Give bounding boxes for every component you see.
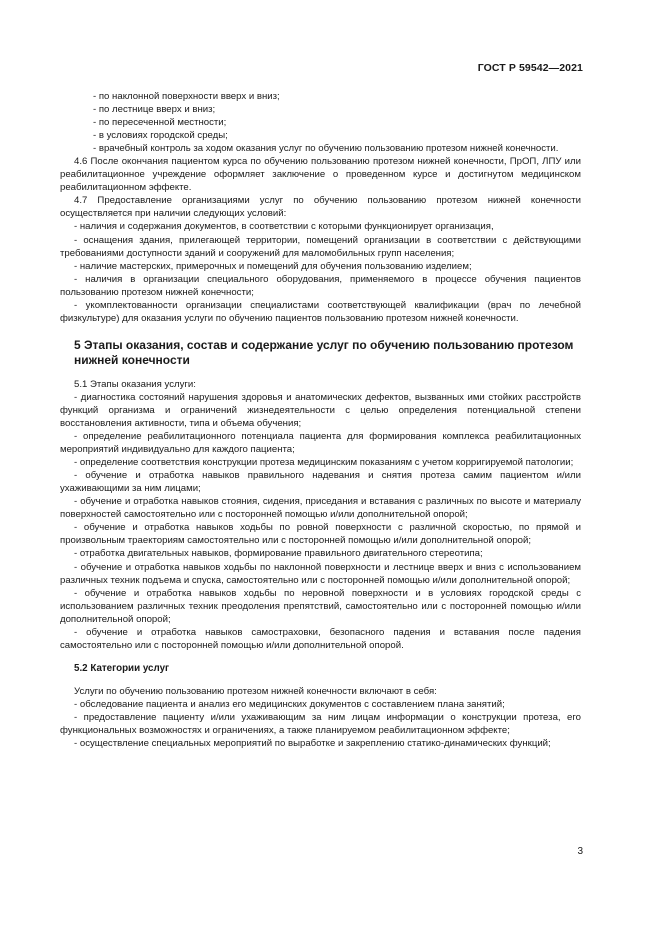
list-item: - осуществление специальных мероприятий по выработке и закреплению статико-динамических функций;: [74, 738, 551, 750]
list-item: - укомплектованности организации специалистами соответствующей квалификации (врач по лечебной физкультуре) для оказания услуги по обучению пациентов пользованию протезом нижней конечности.: [60, 299, 581, 324]
page-body: [60, 90, 581, 750]
list-item: - обучение и отработка навыков ходьбы по неровной поверхности и в условиях городской среды с использованием различных техник преодоления препятствий, самостоятельно или с посторонней помощью и/или дополнительной опорой;: [60, 587, 581, 625]
list-item: - обучение и отработка навыков ходьбы по наклонной поверхности и лестнице вверх и вниз с использованием различных техник подъема и спуска, самостоятельно или с посторонней помощью и/или дополнительной опорой;: [60, 561, 581, 586]
list-item: - наличия в организации специального оборудования, применяемого в процессе обучения пациентов пользованию протезом нижней конечности;: [60, 273, 581, 298]
paragraph-5-2: Услуги по обучению пользованию протезом нижней конечности включают в себя:: [74, 685, 437, 697]
page-number: 3: [577, 846, 583, 857]
paragraph-5-1: 5.1 Этапы оказания услуги:: [74, 378, 196, 390]
list-item: - определение реабилитационного потенциала пациента для формирования комплекса реабилитационных мероприятий индивидуально для каждого пациента;: [60, 431, 581, 456]
list-item: - обучение и отработка навыков правильного надевания и снятия протеза самим пациентом и/или ухаживающими за ним лицами;: [60, 470, 581, 495]
list-item: - предоставление пациенту и/или ухаживающим за ним лицам информации о конструкции протеза, его функциональных возможностях и ограничениях, а также планируемом реабилитационном эффекте;: [60, 711, 581, 737]
list-item: - обучение и отработка навыков ходьбы по ровной поверхности с различной скоростью, по прямой и произвольным траекториям самостоятельно или с посторонней помощью и/или дополнительной опорой;: [60, 522, 581, 547]
paragraph-4-7: 4.7 Предоставление организациями услуг по обучению пользованию протезом нижней конечности осуществляется при наличии следующих условий:: [60, 195, 581, 220]
list-item: - обследование пациента и анализ его медицинских документов с составлением плана занятий;: [74, 698, 505, 710]
list-item: - по наклонной поверхности вверх и вниз;: [93, 91, 280, 102]
list-item: - по лестнице вверх и вниз;: [93, 104, 216, 116]
list-item: - обучение и отработка навыков самостраховки, безопасного падения и вставания после падения самостоятельно или с посторонней помощью и/или дополнительной опорой.: [60, 626, 581, 651]
document-code: ГОСТ Р 59542—2021: [477, 62, 583, 74]
list-item: - в условиях городской среды;: [93, 130, 228, 142]
paragraph-4-6: 4.6 После окончания пациентом курса по обучению пользованию протезом нижней конечности, ПрОП, ЛПУ или реабилитационное учреждение оформляет заключение о проведенном курсе и достигнутом медицинском реабилитационном эффекте.: [60, 156, 581, 194]
list-item: - определение соответствия конструкции протеза медицинским показаниям с учетом корригируемой патологии;: [74, 457, 574, 469]
list-item: - наличия и содержания документов, в соответствии с которыми функционирует организация,: [74, 221, 494, 233]
list-item: - отработка двигательных навыков, формирование правильного двигательного стереотипа;: [74, 548, 483, 560]
list-item: - врачебный контроль за ходом оказания услуг по обучению пользованию протезом нижней конечности.: [93, 143, 559, 155]
section-5-heading: 5 Этапы оказания, состав и содержание услуг по обучению пользованию протезом нижней конечности: [74, 337, 574, 368]
list-item: - диагностика состояний нарушения здоровья и анатомических дефектов, вызванных ими стойких расстройств функций организма и ограничений жизнедеятельности с целью определения потенциальной степени восстановления активности, типа и объема обучения;: [60, 391, 581, 429]
list-item: - наличие мастерских, примерочных и помещений для обучения пользованию изделием;: [74, 260, 472, 272]
section-5-2-heading: 5.2 Категории услуг: [74, 662, 170, 674]
list-item: - по пересеченной местности;: [93, 117, 227, 129]
list-item: - обучение и отработка навыков стояния, сидения, приседания и вставания с различных по высоте и материалу поверхностей самостоятельно или с посторонней помощью и/или дополнительной опорой;: [60, 496, 581, 521]
list-item: - оснащения здания, прилегающей территории, помещений организации в соответствии с действующими требованиями доступности зданий и сооружений для маломобильных групп населения;: [60, 234, 581, 259]
